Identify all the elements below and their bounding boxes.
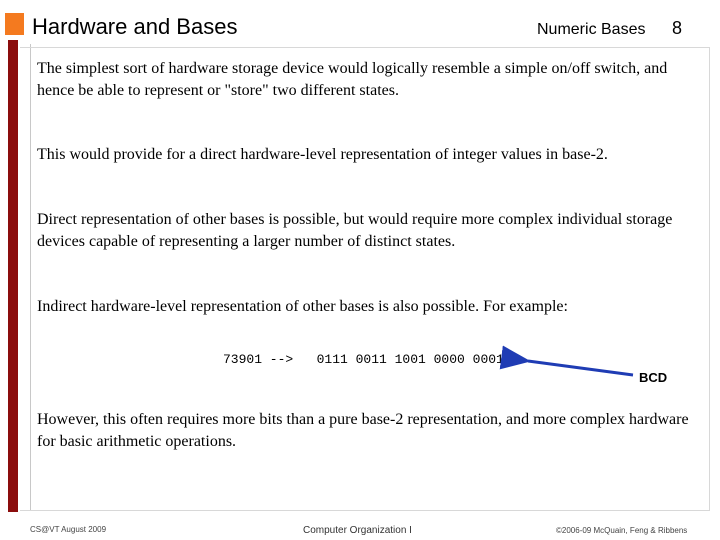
paragraph-storage-device: The simplest sort of hardware storage device would logically resemble a simple on/off switch, and hence be able to represent or "store" two different states. xyxy=(37,60,668,99)
footer-course: CS@VT August 2009 xyxy=(30,525,107,534)
paragraph-indirect: Indirect hardware-level representation of other bases is also possible. For example: xyxy=(37,298,568,315)
page-number: 8 xyxy=(672,18,683,38)
bcd-example: 73901 --> 0111 0011 1001 0000 0001 xyxy=(223,352,504,367)
footer-copyright: ©2006-09 McQuain, Feng & Ribbens xyxy=(556,526,688,535)
section-title: Numeric Bases xyxy=(537,21,646,38)
footer-title: Computer Organization I xyxy=(303,525,412,536)
paragraph-other-bases: Direct representation of other bases is possible, but would require more complex individual storage devices capable of representing a larger number of distinct states. xyxy=(37,211,673,250)
paragraph-tradeoff: However, this often requires more bits than a pure base-2 representation, and more complex hardware for basic arithmetic operations. xyxy=(37,411,689,450)
bcd-label: BCD xyxy=(639,370,668,385)
paragraph-base2: This would provide for a direct hardware-level representation of integer values in base-2. xyxy=(37,146,608,163)
slide-title: Hardware and Bases xyxy=(32,14,238,39)
